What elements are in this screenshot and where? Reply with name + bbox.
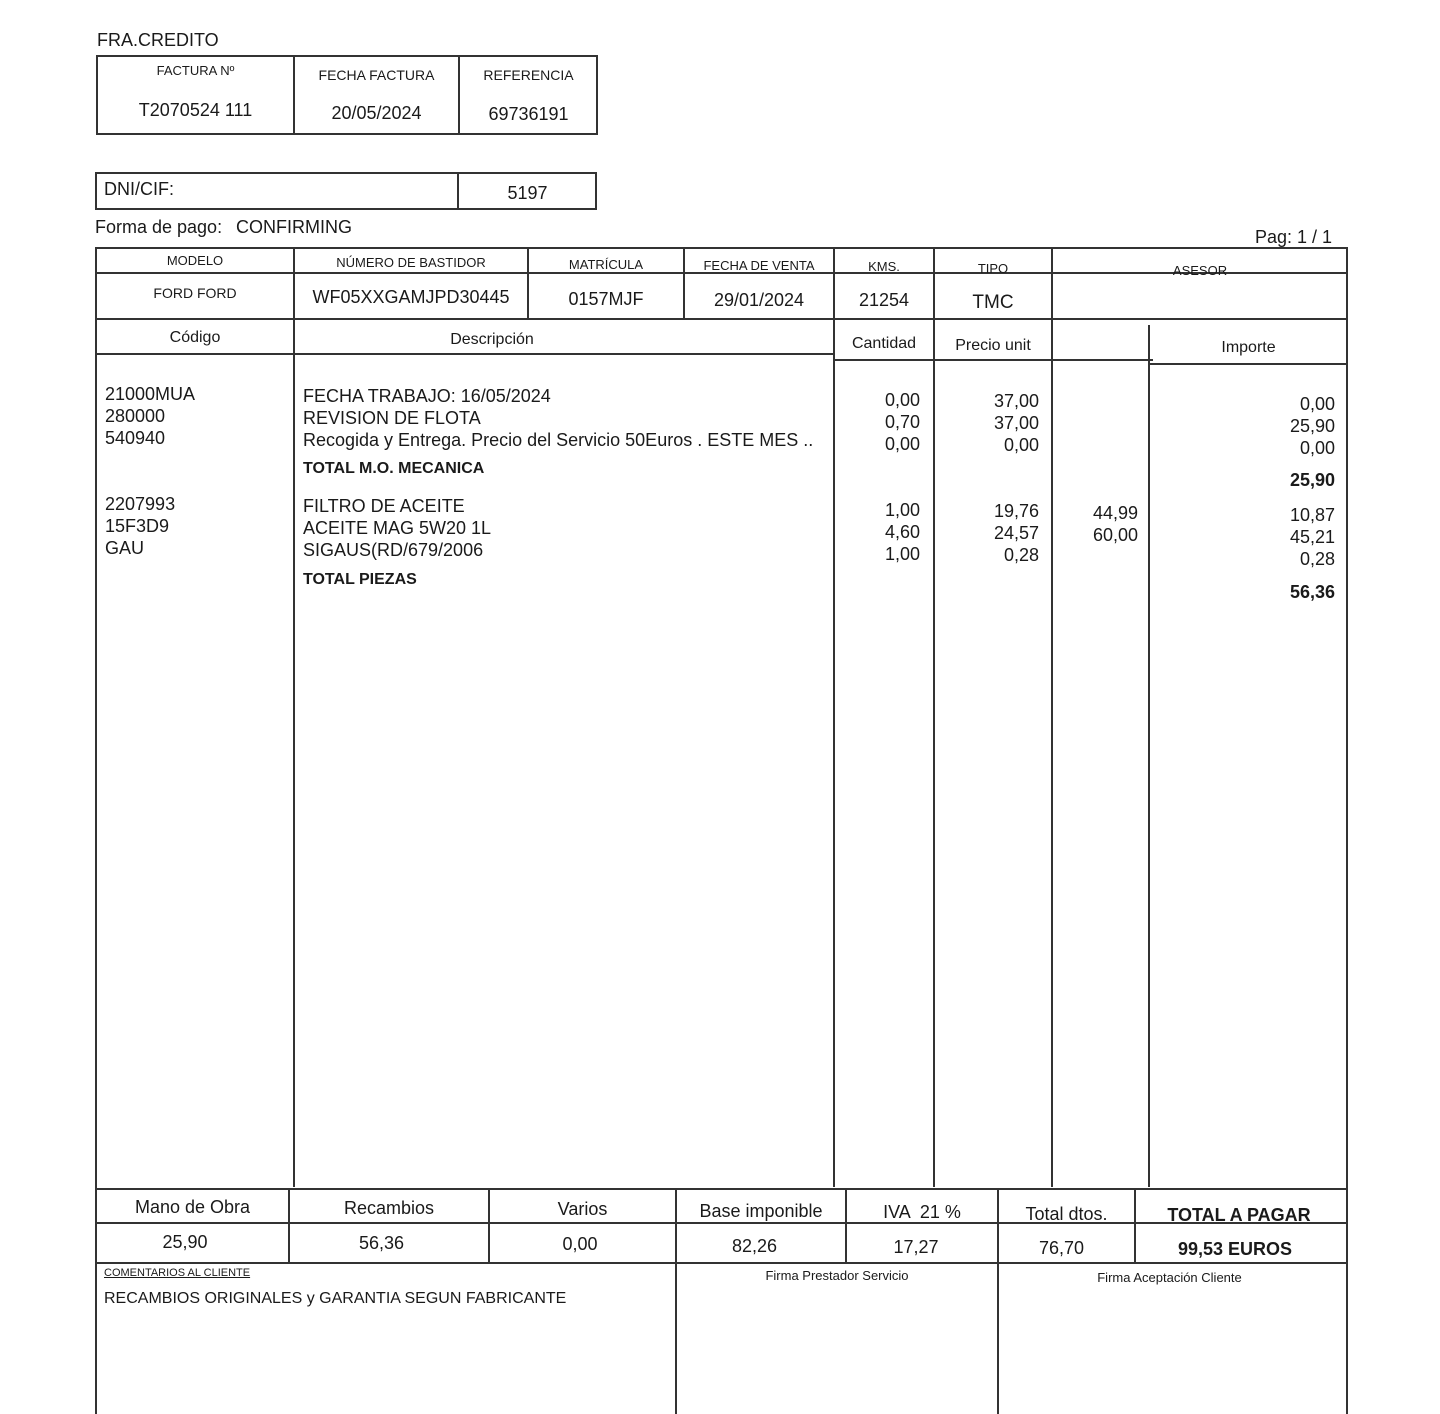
labor-total-label: TOTAL M.O. MECANICA: [303, 460, 485, 477]
list-item: 37,00: [993, 391, 1039, 411]
col-precio: Precio unit: [955, 337, 1031, 354]
iva-label: IVA 21 %: [883, 1202, 961, 1222]
matricula-label: MATRÍCULA: [568, 257, 644, 272]
parts-cantidades: [835, 499, 920, 565]
list-item: 0,00: [1299, 394, 1335, 414]
col-cantidad: Cantidad: [851, 335, 917, 352]
list-item: 15F3D9: [105, 516, 170, 536]
comentarios-text: RECAMBIOS ORIGINALES y GARANTIA SEGUN FABRICANTE: [104, 1290, 567, 1307]
iva-value: 17,27: [893, 1237, 939, 1257]
list-item: ACEITE MAG 5W20 1L: [303, 518, 492, 538]
parts-codes: [105, 493, 175, 559]
base-imponible-label: Base imponible: [699, 1201, 823, 1221]
list-item: FECHA TRABAJO: 16/05/2024: [303, 386, 551, 406]
list-item: 1,00: [884, 544, 920, 564]
list-item: 4,60: [884, 522, 920, 542]
tipo-label: TIPO: [977, 261, 1009, 276]
list-item: 0,00: [884, 434, 920, 454]
recambios-value: 56,36: [358, 1233, 405, 1253]
modelo-label: MODELO: [166, 253, 224, 268]
list-item: 540940: [105, 428, 166, 448]
dni-label: DNI/CIF:: [104, 179, 174, 199]
list-item: 0,00: [884, 390, 920, 410]
list-item: 0,00: [1003, 435, 1039, 455]
tipo-value: TMC: [972, 292, 1014, 313]
labor-codes: [105, 383, 195, 449]
list-item: 21000MUA: [105, 384, 196, 404]
modelo-value: FORD FORD: [153, 285, 237, 301]
list-item: SIGAUS(RD/679/2006: [303, 540, 484, 560]
comentarios-label: COMENTARIOS AL CLIENTE: [104, 1267, 251, 1279]
list-item: 0,70: [884, 412, 920, 432]
varios-value: 0,00: [562, 1234, 598, 1254]
fecha-venta-value: 29/01/2024: [713, 290, 805, 310]
bastidor-label: NÚMERO DE BASTIDOR: [336, 255, 486, 270]
varios-label: Varios: [557, 1199, 608, 1219]
fecha-venta-label: FECHA DE VENTA: [703, 258, 815, 273]
parts-total-value: 56,36: [1289, 582, 1335, 602]
asesor-label: ASESOR: [1172, 263, 1228, 278]
parts-importes: [1150, 504, 1335, 570]
page-number: Pag: 1 / 1: [1255, 227, 1333, 247]
bastidor-value: WF05XXGAMJPD30445: [312, 287, 510, 307]
payment-label: Forma de pago:: [95, 217, 223, 237]
col-descripcion: Descripción: [450, 331, 534, 348]
referencia-value: 69736191: [488, 104, 569, 124]
list-item: 44,99: [1092, 503, 1138, 523]
firma-prestador-label: Firma Prestador Servicio: [765, 1268, 909, 1283]
parts-descriptions: [303, 495, 491, 561]
base-imponible-value: 82,26: [731, 1236, 778, 1256]
document-type: FRA.CREDITO: [97, 30, 219, 50]
total-a-pagar-label: TOTAL A PAGAR: [1167, 1205, 1311, 1225]
list-item: 24,57: [993, 523, 1039, 543]
labor-descriptions: [303, 385, 813, 451]
fecha-factura-label: FECHA FACTURA: [318, 67, 435, 83]
labor-cantidades: [835, 389, 920, 455]
list-item: 60,00: [1092, 525, 1138, 545]
factura-number: T2070524 111: [138, 100, 253, 120]
dni-value: 5197: [507, 183, 548, 203]
total-dtos-label: Total dtos.: [1025, 1204, 1108, 1224]
payment-value: CONFIRMING: [236, 217, 352, 237]
col-codigo: Código: [169, 329, 221, 346]
matricula-value: 0157MJF: [568, 289, 644, 309]
list-item: Recogida y Entrega. Precio del Servicio 50Euros . ESTE MES ..: [303, 430, 814, 450]
kms-value: 21254: [858, 290, 910, 310]
total-a-pagar-value: 99,53 EUROS: [1177, 1239, 1293, 1259]
parts-precios: [935, 500, 1039, 566]
referencia-label: REFERENCIA: [483, 67, 574, 83]
list-item: 45,21: [1289, 527, 1335, 547]
mano-obra-label: Mano de Obra: [134, 1197, 251, 1217]
labor-precios: [935, 390, 1039, 456]
col-importe: Importe: [1221, 339, 1276, 356]
list-item: 37,00: [993, 413, 1039, 433]
list-item: 2207993: [105, 494, 176, 514]
labor-total-value: 25,90: [1289, 470, 1335, 490]
list-item: GAU: [105, 538, 145, 558]
total-dtos-value: 76,70: [1038, 1238, 1085, 1258]
recambios-label: Recambios: [343, 1198, 435, 1218]
list-item: 1,00: [884, 500, 920, 520]
list-item: 0,28: [1299, 549, 1335, 569]
list-item: FILTRO DE ACEITE: [303, 496, 465, 516]
firma-cliente-label: Firma Aceptación Cliente: [1097, 1270, 1242, 1285]
parts-total-label: TOTAL PIEZAS: [303, 571, 417, 588]
labor-importes: [1150, 393, 1335, 459]
mano-obra-value: 25,90: [162, 1232, 208, 1252]
fecha-factura-value: 20/05/2024: [331, 103, 422, 123]
list-item: REVISION DE FLOTA: [303, 408, 481, 428]
list-item: 19,76: [993, 501, 1039, 521]
list-item: 25,90: [1289, 416, 1335, 436]
list-item: 280000: [105, 406, 166, 426]
parts-extras: [1053, 502, 1138, 546]
list-item: 0,28: [1003, 545, 1039, 565]
kms-label: KMS.: [868, 259, 900, 274]
list-item: 10,87: [1289, 505, 1335, 525]
factura-label: FACTURA Nº: [156, 63, 235, 78]
list-item: 0,00: [1299, 438, 1335, 458]
